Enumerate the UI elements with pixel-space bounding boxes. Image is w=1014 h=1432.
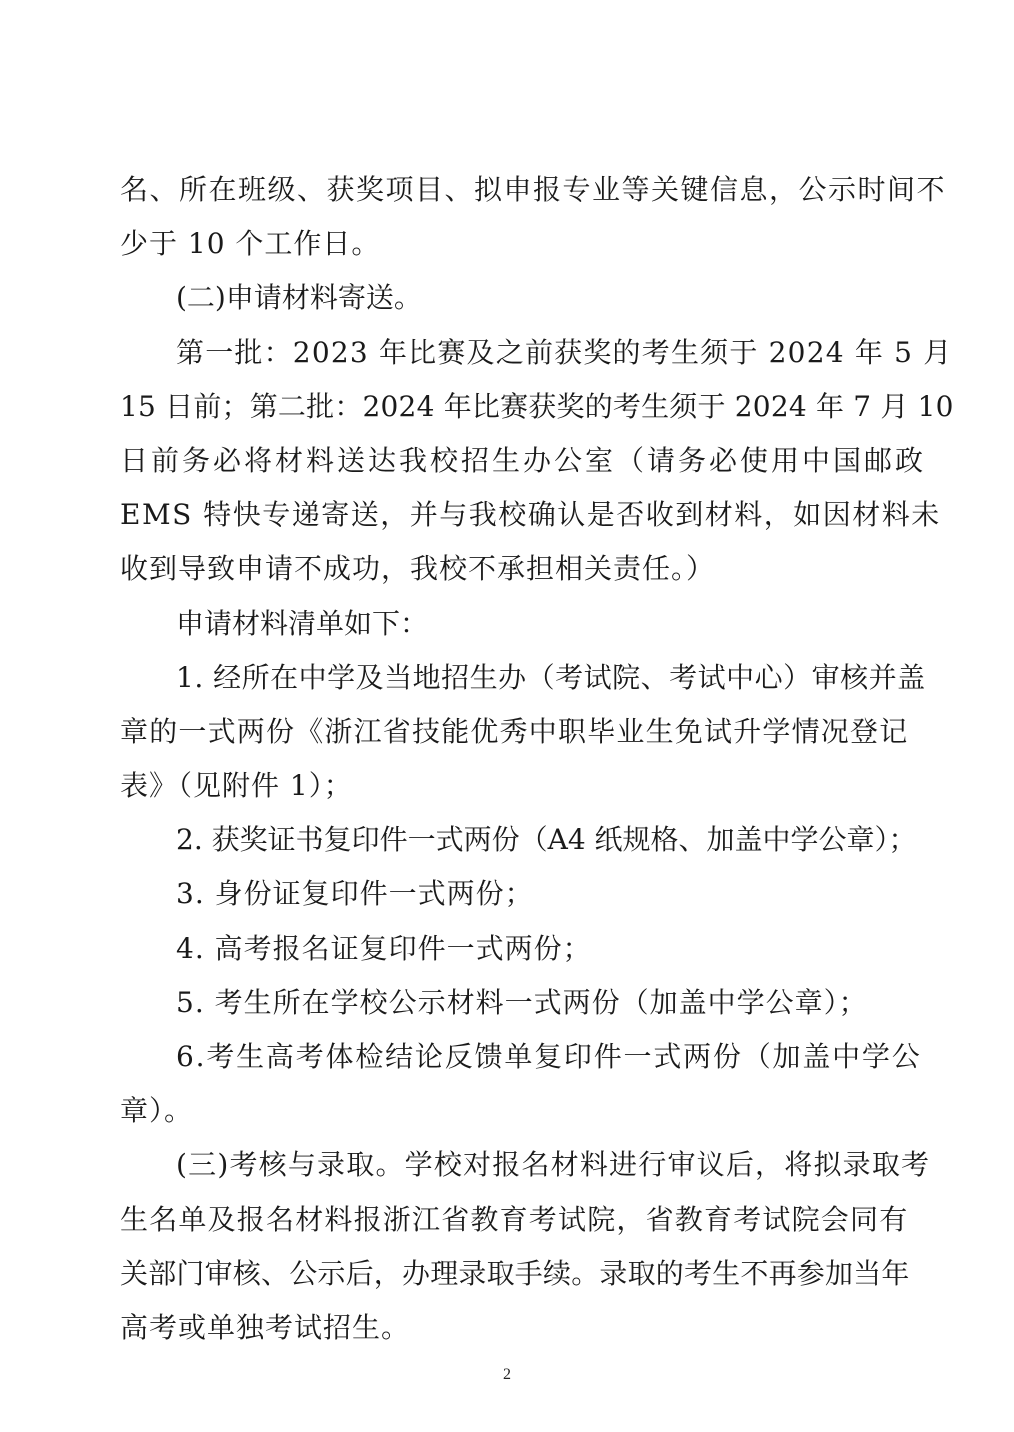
text-line: 收到导致申请不成功，我校不承担相关责任。） — [120, 552, 716, 586]
list-item: 2. 获奖证书复印件一式两份（A4 纸规格、加盖中学公章）； — [176, 823, 917, 857]
list-item-continuation: 表》（见附件 1）； — [120, 769, 353, 803]
list-item: 5. 考生所在学校公示材料一式两份（加盖中学公章）； — [176, 985, 868, 1019]
list-item-continuation: 章的一式两份《浙江省技能优秀中职毕业生免试升学情况登记 — [120, 714, 909, 748]
page-number: 2 — [503, 1366, 511, 1383]
text-line: 生名单及报名材料报浙江省教育考试院，省教育考试院会同有 — [120, 1202, 909, 1236]
text-line: 第一批：2023 年比赛及之前获奖的考生须于 2024 年 5 月 — [176, 335, 953, 369]
text-line: 名、所在班级、获奖项目、拟申报专业等关键信息，公示时间不 — [120, 173, 947, 206]
text-line: EMS 特快专递寄送，并与我校确认是否收到材料，如因材料未 — [120, 498, 941, 532]
list-item: 1. 经所在中学及当地招生办（考试院、考试中心）审核并盖 — [176, 660, 926, 694]
section-heading: (三)考核与录取。学校对报名材料进行审议后，将拟录取考 — [176, 1148, 931, 1182]
list-item: 6.考生高考体检结论反馈单复印件一式两份（加盖中学公 — [176, 1040, 922, 1073]
list-item-continuation: 章）。 — [120, 1094, 194, 1128]
list-intro: 申请材料清单如下： — [176, 606, 429, 640]
list-item: 4. 高考报名证复印件一式两份； — [176, 931, 592, 965]
text-line: 关部门审核、公示后，办理录取手续。录取的考生不再参加当年 — [120, 1256, 910, 1290]
list-item: 3. 身份证复印件一式两份； — [176, 877, 534, 911]
text-line: 15 日前；第二批：2024 年比赛获奖的考生须于 2024 年 7 月 10 — [120, 389, 954, 423]
section-heading: (二)申请材料寄送。 — [176, 281, 422, 315]
text-line: 日前务必将材料送达我校招生办公室（请务必使用中国邮政 — [120, 443, 927, 477]
text-line: 高考或单独考试招生。 — [120, 1310, 411, 1344]
document-body — [120, 163, 954, 1355]
text-line: 少于 10 个工作日。 — [120, 227, 381, 261]
